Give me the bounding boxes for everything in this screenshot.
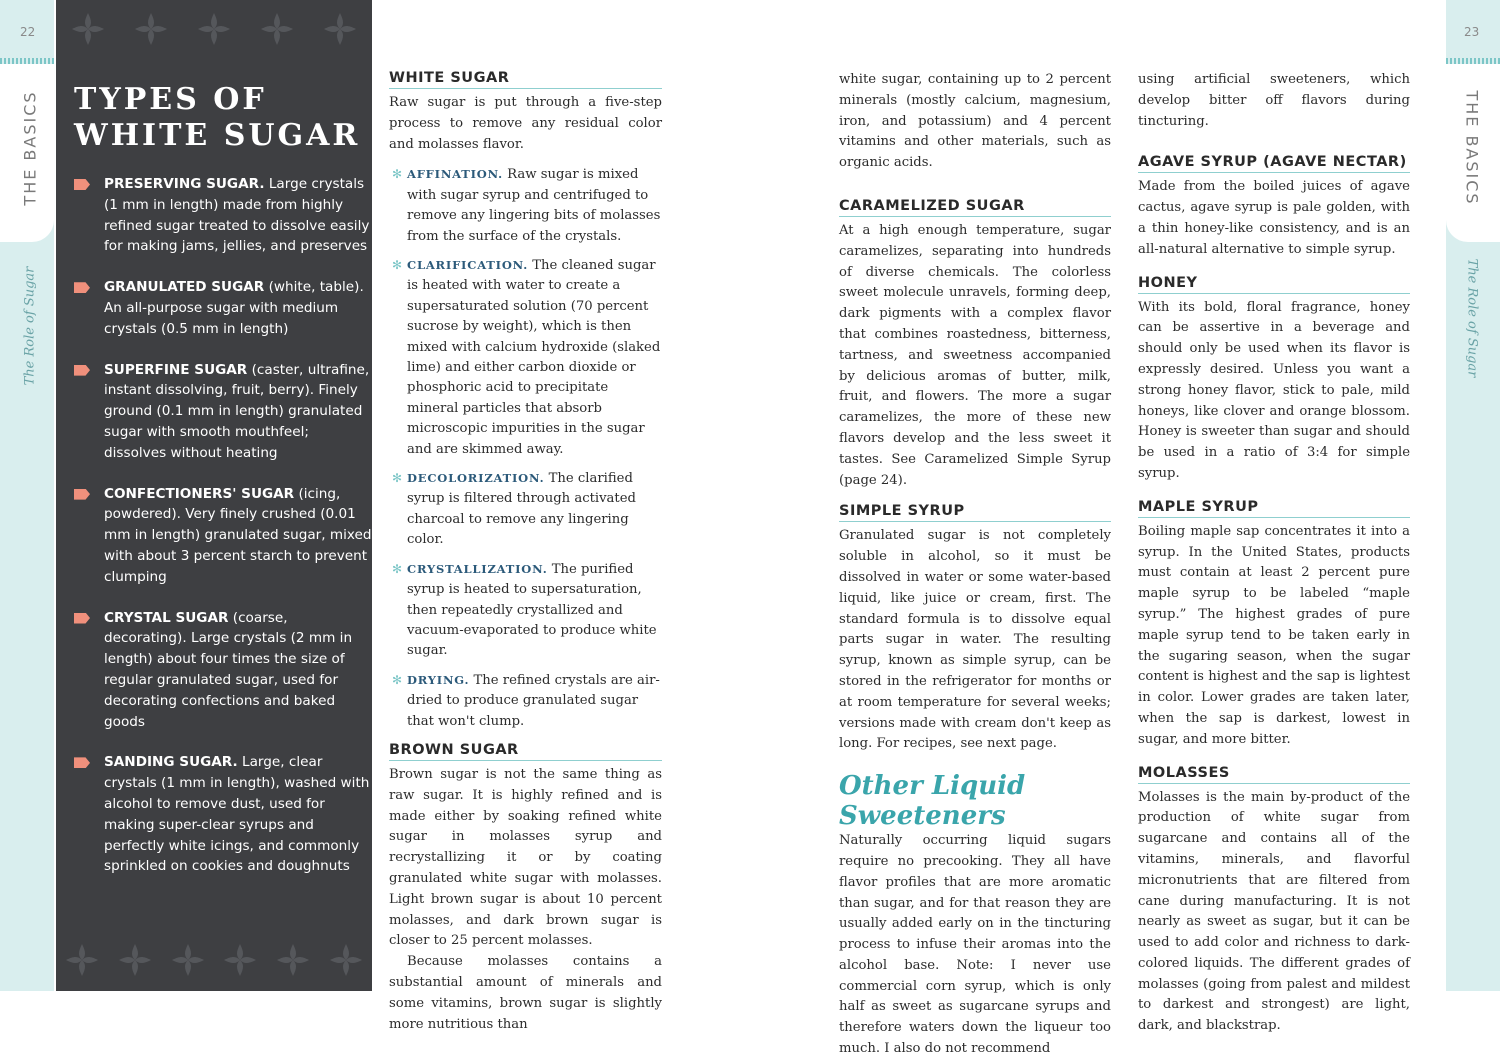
sugar-type-term: SANDING SUGAR.: [104, 754, 238, 771]
column-1: [389, 70, 662, 1035]
step-name: AFFINATION.: [407, 167, 503, 182]
right-dot-rule: [1446, 58, 1500, 64]
list-item: [72, 174, 372, 257]
step-name: DRYING.: [407, 672, 470, 687]
agave-syrup-text: Made from the boiled juices of agave cactus, agave syrup is pale golden, with a thin honey-like consistency, and is an all-natural alternative to simple syrup.: [1138, 179, 1410, 257]
sweeteners-continued: using artificial sweeteners, which develop bitter off flavors during tincturing.: [1138, 72, 1410, 129]
caramelized-sugar-text: At a high enough temperature, sugar caramelizes, separating into hundreds of diverse chemicals. The colorless sweet molecule unravels, forming deep, dark pigments with a complex flavor that combines roastedness, bitterness, tartness, and sweetness accompanied by delicious aromas of butter, milk, fruit, and flowers. The more a sugar caramelizes, the more of these new flavors develop and the less sweet it tastes. See Caramelized Simple Syrup (page 24).: [839, 222, 1111, 488]
list-item: [72, 360, 372, 464]
arrow-bullet-icon: [74, 282, 90, 293]
star-bullet-icon: ✻: [392, 672, 403, 687]
step-description: The clarified syrup is filtered through activated charcoal to remove any lingering color.: [407, 471, 636, 548]
step-description: The refined crystals are air-dried to produce granulated sugar that won't clump.: [407, 672, 660, 729]
list-item: [389, 670, 662, 732]
list-item: [72, 608, 372, 733]
sugar-type-list: [72, 174, 372, 897]
star-bullet-icon: ✻: [392, 471, 403, 486]
other-liquid-sweeteners-heading: Other Liquid Sweeteners: [839, 771, 1026, 832]
leaf-ornament-icon: [70, 11, 106, 47]
white-sugar-intro: Raw sugar is put through a five-step process to remove any residual color and molasses flavor.: [389, 95, 662, 152]
maple-syrup-text: Boiling maple sap concentrates it into a syrup. In the United States, products must contain at least 2 percent pure maple syrup to be labeled “maple syrup.” The highest grades of pure maple syrup tend to be taken early in the sugaring season, when the sugar content is highest and the sap is lightest in color. Lower grades are taken later, when the sap is darkest, lowest in sugar, and more bitter.: [1138, 523, 1410, 747]
arrow-bullet-icon: [74, 613, 90, 624]
leaf-ornament-icon: [117, 942, 153, 978]
arrow-bullet-icon: [74, 179, 90, 190]
sugar-type-description: (coarse, decorating). Large crystals (2 mm in length) about four times the size of regular granulated sugar, used for decorating confections and baked goods: [104, 609, 353, 730]
list-item: [389, 255, 662, 460]
step-description: The cleaned sugar is heated with water to create a supersaturated solution (70 percent sucrose by weight), which is then mixed with calcium hydroxide (slaked lime) and either carbon dioxide or phosphoric acid to precipitate mineral particles that absorb microscopic impurities in the sugar and are skimmed away.: [407, 258, 661, 457]
list-item: [389, 164, 662, 247]
section-label-left: THE BASICS: [20, 90, 40, 206]
step-description: The purified syrup is heated to supersaturation, then repeatedly crystallized and vacuum-evaporated to produce white sugar.: [407, 561, 657, 659]
sugar-type-description: Large crystals (1 mm in length) made from highly refined sugar treated to dissolve easily for making jams, jellies, and preserves: [104, 176, 370, 255]
leaf-ornament-icon: [259, 11, 295, 47]
maple-syrup-heading: MAPLE SYRUP: [1138, 499, 1410, 518]
brown-sugar-continued: white sugar, containing up to 2 percent minerals (mostly calcium, magnesium, iron, and potassium) and 4 percent vitamins and other materials, such as organic acids.: [839, 72, 1111, 171]
honey-heading: HONEY: [1138, 275, 1410, 294]
caramelized-sugar-heading: CARAMELIZED SUGAR: [839, 198, 1111, 217]
list-item: [72, 752, 372, 877]
types-of-white-sugar-sidebar: [56, 0, 372, 991]
sugar-type-term: CRYSTAL SUGAR: [104, 609, 229, 626]
sugar-type-term: CONFECTIONERS' SUGAR: [104, 485, 295, 502]
bottom-ornament-band: [56, 935, 372, 985]
step-name: CRYSTALLIZATION.: [407, 561, 548, 576]
leaf-ornament-icon: [328, 942, 364, 978]
section-label-right: THE BASICS: [1462, 90, 1482, 206]
column-3: [1138, 70, 1410, 1037]
list-item: [72, 484, 372, 588]
step-description: Raw sugar is mixed with sugar syrup and centrifuged to remove any lingering bits of molasses from the surface of the crystals.: [407, 167, 661, 244]
molasses-text: Molasses is the main by-product of the production of white sugar from sugarcane and contains all of the vitamins, minerals, and flavorful micronutrients that are filtered from cane during manufacturing. It is not nearly as sweet as sugar, but it can be used to add color and richness to dark-colored liquids. The different grades of molasses (going from palest and mildest to darkest and strongest) are light, dark, and blackstrap.: [1138, 789, 1410, 1034]
page-number-left: 22: [20, 25, 36, 39]
sugar-type-term: PRESERVING SUGAR.: [104, 176, 265, 192]
leaf-ornament-icon: [133, 11, 169, 47]
star-bullet-icon: ✻: [392, 561, 403, 576]
arrow-bullet-icon: [74, 489, 90, 500]
brown-sugar-heading: BROWN SUGAR: [389, 742, 662, 761]
sidebar-title: [74, 82, 360, 154]
brown-sugar-paragraph-2: Because molasses contains a substantial amount of minerals and some vitamins, brown sugar is slightly more nutritious than: [389, 954, 662, 1032]
agave-syrup-heading: AGAVE SYRUP (AGAVE NECTAR): [1138, 154, 1410, 173]
leaf-ornament-icon: [322, 11, 358, 47]
list-item: [72, 277, 372, 339]
star-bullet-icon: ✻: [392, 258, 403, 273]
top-ornament-band: [56, 4, 372, 54]
sidebar-title-line-2: WHITE SUGAR: [74, 118, 361, 153]
sugar-type-term: GRANULATED SUGAR: [104, 279, 265, 296]
left-dot-rule: [0, 58, 54, 64]
honey-text: With its bold, floral fragrance, honey can be assertive in a beverage and should only be used when its flavor is expressly desired. Unless you want a strong honey flavor, stick to pale, mild honeys, like clover and orange blossom. Honey is sweeter than sugar and should be used in a ratio of 3:4 for simple syrup.: [1138, 299, 1410, 481]
sidebar-title-line-1: TYPES OF: [74, 82, 267, 117]
brown-sugar-paragraph-1: Brown sugar is not the same thing as raw sugar. It is highly refined and is made either by soaking refined white sugar in molasses syrup and recrystallizing it or by coating granulated white sugar with molasses. Light brown sugar is about 10 percent molasses, and dark brown sugar is closer to 25 percent molasses.: [389, 766, 662, 949]
sugar-type-description: (caster, ultrafine, instant dissolving, fruit, berry). Finely ground (0.1 mm in length) granulated sugar with smooth mouthfeel; dissolves without heating: [104, 361, 370, 461]
sugar-type-description: (white, table). An all-purpose sugar with medium crystals (0.5 mm in length): [104, 279, 364, 337]
column-2: [839, 70, 1111, 1060]
step-name: DECOLORIZATION.: [407, 471, 545, 486]
list-item: [389, 468, 662, 551]
page-number-right: 23: [1464, 25, 1480, 39]
sugar-type-description: Large, clear crystals (1 mm in length), washed with alcohol to remove dust, used for making super-clear syrups and perfectly white icings, and commonly sprinkled on cookies and doughnuts: [104, 754, 370, 875]
sugar-type-term: SUPERFINE SUGAR: [104, 361, 248, 378]
leaf-ornament-icon: [222, 942, 258, 978]
simple-syrup-heading: SIMPLE SYRUP: [839, 503, 1111, 522]
arrow-bullet-icon: [74, 757, 90, 768]
sugar-type-description: (icing, powdered). Very finely crushed (0.01 mm in length) granulated sugar, mixed with about 3 percent starch to prevent clumping: [104, 485, 372, 585]
chapter-label-left: The Role of Sugar: [22, 266, 38, 386]
step-name: CLARIFICATION.: [407, 258, 529, 273]
simple-syrup-text: Granulated sugar is not completely soluble in alcohol, so it must be dissolved in water or some water-based liquid, like juice or cream, first. The standard formula is to dissolve equal parts sugar in water. The resulting syrup, known as simple syrup, can be stored in the refrigerator for months or at room temperature for several weeks; versions made with cream don't keep as long. For recipes, see next page.: [839, 528, 1111, 752]
molasses-heading: MOLASSES: [1138, 765, 1410, 784]
chapter-label-right: The Role of Sugar: [1464, 258, 1480, 378]
list-item: [389, 559, 662, 662]
leaf-ornament-icon: [275, 942, 311, 978]
leaf-ornament-icon: [170, 942, 206, 978]
leaf-ornament-icon: [196, 11, 232, 47]
refining-steps-list: [389, 164, 662, 732]
white-sugar-heading: WHITE SUGAR: [389, 70, 662, 89]
arrow-bullet-icon: [74, 365, 90, 376]
leaf-ornament-icon: [64, 942, 100, 978]
other-liquid-sweeteners-text: Naturally occurring liquid sugars require no precooking. They all have flavor profiles that are more aromatic than sugar, and for that reason they are usually added early on in the tincturing process to infuse their aromas into the alcohol base. Note: I never use commercial corn syrup, which is only half as sweet as sugarcane syrups and therefore waters down the liqueur too much. I also do not recommend: [839, 833, 1111, 1057]
star-bullet-icon: ✻: [392, 167, 403, 182]
